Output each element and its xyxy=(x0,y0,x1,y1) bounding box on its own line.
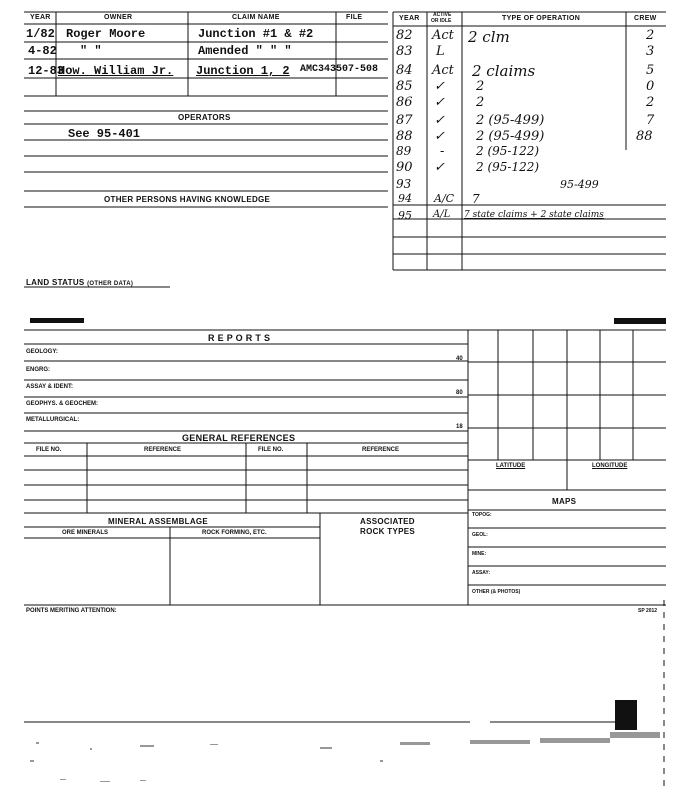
claim-row-2-owner: " " xyxy=(80,44,102,58)
ops-row-6-type: 2 (95-499) xyxy=(476,113,545,128)
claim-row-2-claim: Amended " " " xyxy=(198,44,292,58)
ops-row-10-year: 93 xyxy=(396,177,412,191)
ops-row-6-crew: 7 xyxy=(646,113,655,128)
header-owner: OWNER xyxy=(104,14,133,21)
ops-row-11-year: 94 xyxy=(398,192,412,205)
land-status-title xyxy=(26,278,133,287)
claim-row-3-owner: How. William Jr. xyxy=(58,64,174,78)
maps-mine: MINE: xyxy=(472,551,487,557)
ops-row-6-year: 87 xyxy=(396,113,413,128)
ops-row-12-type: 7 state claims + 2 state claims xyxy=(464,210,604,220)
ops-row-9-year: 90 xyxy=(396,160,413,175)
ops-row-8-year: 89 xyxy=(396,144,412,158)
maps-assay: ASSAY: xyxy=(472,570,491,576)
ops-row-1-year: 82 xyxy=(396,28,413,43)
claim-row-3-file: AMC343507-508 xyxy=(300,64,379,75)
report-geology-label: GEOLOGY: xyxy=(26,349,58,355)
ops-row-11-status: A/C xyxy=(434,192,455,205)
header-year: YEAR xyxy=(30,14,51,21)
ops-row-4-status: ✓ xyxy=(434,79,445,94)
header-file: FILE xyxy=(346,14,363,21)
ops-row-4-crew: 0 xyxy=(646,79,655,94)
ops-row-8-status: - xyxy=(440,144,445,159)
maps-other: OTHER (& PHOTOS) xyxy=(472,589,521,595)
ops-row-2-year: 83 xyxy=(396,44,413,59)
report-metallurgical-label: METALLURGICAL: xyxy=(26,417,80,423)
report-assay-code: 80 xyxy=(456,390,463,396)
ops-row-4-year: 85 xyxy=(396,79,413,94)
ops-row-12-year: 95 xyxy=(398,209,412,222)
ref-header-file-no-1: FILE NO. xyxy=(36,447,62,453)
operators-entry: See 95-401 xyxy=(68,127,141,141)
ops-row-3-year: 84 xyxy=(396,63,413,78)
longitude-label: LONGITUDE xyxy=(592,463,628,469)
ops-row-7-type: 2 (95-499) xyxy=(476,129,545,144)
ops-row-4-type: 2 xyxy=(476,79,485,94)
points-meriting-attention: POINTS MERITING ATTENTION: xyxy=(26,608,117,614)
claim-row-3-claim: Junction 1, 2 xyxy=(196,64,290,78)
rock-types-header: ROCK TYPES xyxy=(360,527,416,536)
ops-row-1-status: Act xyxy=(432,28,454,43)
ore-minerals-header: ORE MINERALS xyxy=(62,530,109,536)
ops-row-2-crew: 3 xyxy=(646,44,655,59)
ops-row-3-crew: 5 xyxy=(646,63,655,78)
associated-header: ASSOCIATED xyxy=(360,517,415,526)
other-persons-title: OTHER PERSONS HAVING KNOWLEDGE xyxy=(104,195,271,204)
ops-row-10-type: 95-499 xyxy=(560,178,599,191)
general-references-title: GENERAL REFERENCES xyxy=(182,433,296,443)
maps-topog: TOPOG: xyxy=(472,512,492,518)
ops-header-idle: OR IDLE xyxy=(431,18,452,24)
ops-header-active: ACTIVE xyxy=(433,12,452,18)
ops-header-year: YEAR xyxy=(399,15,420,22)
ops-row-12-status: A/L xyxy=(433,209,451,220)
ops-row-11-type: 7 xyxy=(472,192,480,206)
ops-row-1-type: 2 clm xyxy=(468,28,510,46)
claim-row-1-owner: Roger Moore xyxy=(66,27,146,41)
header-claim-name: CLAIM NAME xyxy=(232,14,280,21)
ops-row-5-crew: 2 xyxy=(646,95,655,110)
ops-row-7-year: 88 xyxy=(396,129,413,144)
rock-forming-header: ROCK FORMING, ETC. xyxy=(202,530,267,536)
land-status-subtitle: (OTHER DATA) xyxy=(87,281,134,287)
claim-row-1-year: 1/82 xyxy=(26,27,55,41)
ops-row-9-type: 2 (95-122) xyxy=(476,160,540,174)
ref-header-reference-1: REFERENCE xyxy=(144,447,182,453)
latitude-label: LATITUDE xyxy=(496,463,526,469)
ops-row-2-status: L xyxy=(436,44,445,59)
ref-header-reference-2: REFERENCE xyxy=(362,447,400,453)
report-engrg-label: ENGRG: xyxy=(26,367,50,373)
ops-row-5-type: 2 xyxy=(476,95,485,110)
maps-title: MAPS xyxy=(552,497,577,506)
claim-row-2-year: 4-82 xyxy=(28,44,57,58)
ops-row-7-status: ✓ xyxy=(434,129,445,144)
claim-row-1-claim: Junction #1 & #2 xyxy=(198,27,314,41)
ops-row-3-status: Act xyxy=(432,63,454,78)
report-geology-code: 40 xyxy=(456,356,463,362)
mineral-assemblage-title: MINERAL ASSEMBLAGE xyxy=(108,517,209,526)
ops-row-1-crew: 2 xyxy=(646,28,655,43)
maps-geol: GEOL: xyxy=(472,532,488,538)
reports-title: R E P O R T S xyxy=(208,333,271,343)
ops-row-3-type: 2 claims xyxy=(472,62,536,80)
report-metallurgical-code: 18 xyxy=(456,424,463,430)
ops-row-7-crew: 88 xyxy=(636,129,653,144)
claim-row-3-year: 12-83 xyxy=(28,64,65,78)
ops-row-8-type: 2 (95-122) xyxy=(476,144,540,158)
ops-header-type: TYPE OF OPERATION xyxy=(502,15,581,22)
operators-title: OPERATORS xyxy=(178,113,231,122)
ref-header-file-no-2: FILE NO. xyxy=(258,447,284,453)
ops-row-9-status: ✓ xyxy=(434,160,445,175)
land-status-label: LAND STATUS xyxy=(26,278,85,287)
ops-row-5-year: 86 xyxy=(396,95,413,110)
report-geophys-label: GEOPHYS. & GEOCHEM: xyxy=(26,401,99,407)
report-assay-label: ASSAY & IDENT: xyxy=(26,384,74,390)
ops-row-5-status: ✓ xyxy=(434,95,445,110)
form-number: SP 2012 xyxy=(638,608,658,614)
ops-row-6-status: ✓ xyxy=(434,113,445,128)
ops-header-crew: CREW xyxy=(634,15,657,22)
